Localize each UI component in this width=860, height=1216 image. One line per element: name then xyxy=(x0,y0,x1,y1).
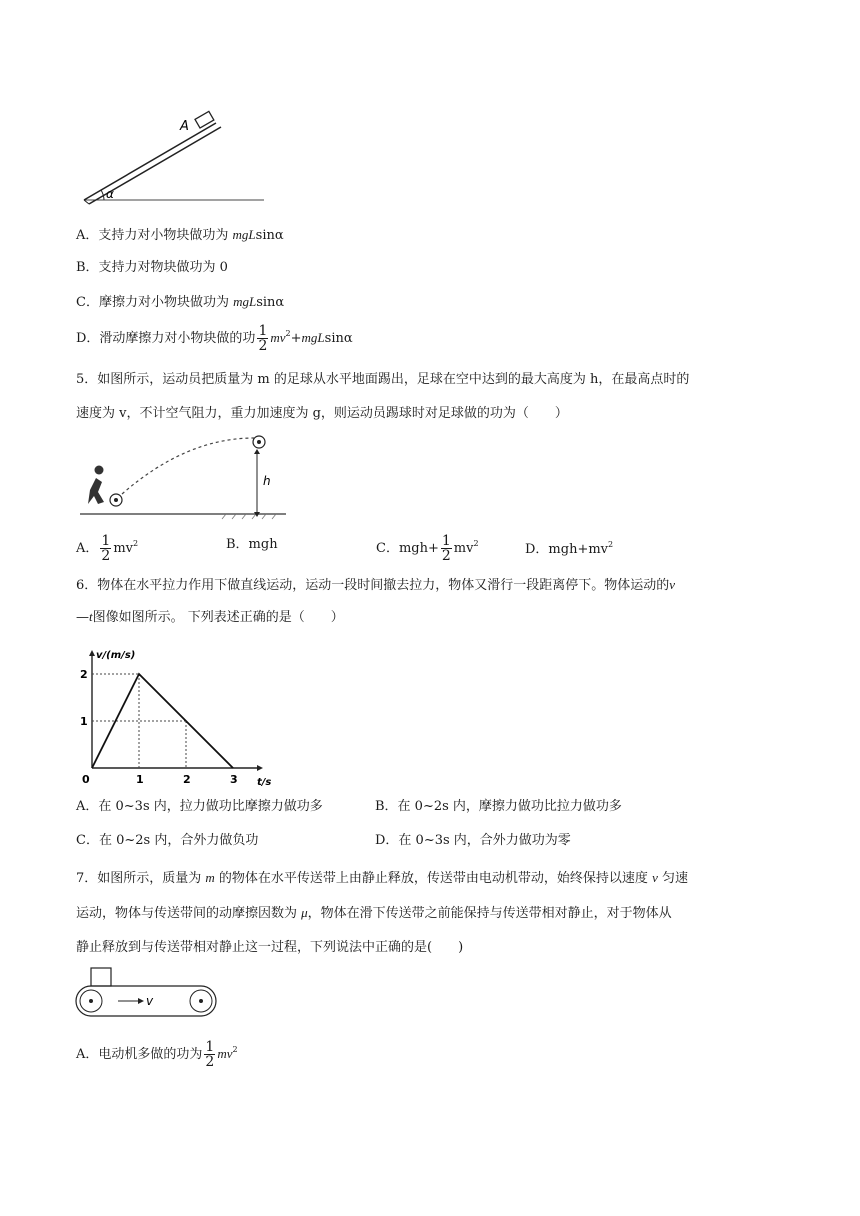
q6-option-b: B．在 0~2s 内，摩擦力做功比拉力做功多 xyxy=(375,799,622,814)
q5-stem-line-2: 速度为 v，不计空气阻力，重力加速度为 g，则运动员踢球时对足球做的功为（ ） xyxy=(76,406,568,421)
q6-stem-line-1: 6．物体在水平拉力作用下做直线运动，运动一段时间撤去拉力，物体又滑行一段距离停下。物体运动的v xyxy=(76,577,676,593)
y-tick-label: 2 xyxy=(80,668,88,681)
incline-label-angle: α xyxy=(106,187,114,201)
q4-option-d: D．滑动摩擦力对小物块做的功 $\frac{1}{2}$ $mv^2+mgLsin\alpha$ xyxy=(76,323,353,354)
fraction: $\frac{1}{2}$ xyxy=(258,323,268,354)
fraction: $\frac{1}{2}$ xyxy=(101,533,111,564)
y-tick-label: 1 xyxy=(80,715,88,728)
incline-label-block: A xyxy=(180,119,189,134)
x-tick-label: 0 xyxy=(82,773,90,786)
q6-option-a: A．在 0~3s 内，拉力做功比摩擦力做功多 xyxy=(76,799,323,814)
fraction: $\frac{1}{2}$ xyxy=(205,1039,215,1070)
q4-option-b: B．支持力对物块做功为 0 xyxy=(76,260,228,275)
incline-figure xyxy=(76,110,276,210)
q5-option-d: D．$mgh+mv^2$ xyxy=(525,540,614,557)
y-axis-label: v/(m/s) xyxy=(96,650,136,661)
x-tick-label: 1 xyxy=(136,773,144,786)
conveyor-belt-figure xyxy=(76,964,226,1024)
y-axis-arrow xyxy=(89,650,95,656)
q5-option-c: C．mgh+ $\frac{1}{2}$ $mv^2$ xyxy=(376,533,479,564)
x-tick-label: 3 xyxy=(230,773,238,786)
conveyor-label-v: v xyxy=(146,994,154,1008)
x-tick-label: 2 xyxy=(183,773,191,786)
x-axis-arrow xyxy=(257,765,263,771)
q6-option-d: D．在 0~3s 内，合外力做功为零 xyxy=(375,833,571,848)
q5-option-b: B．mgh xyxy=(226,537,278,552)
q6-option-c: C．在 0~2s 内，合外力做负功 xyxy=(76,833,259,848)
velocity-time-chart xyxy=(76,638,276,788)
q7-stem-line-3: 静止释放到与传送带相对静止这一过程，下列说法中正确的是( ) xyxy=(76,940,464,955)
x-axis-label: t/s xyxy=(257,777,272,788)
q6-stem-line-2: —t图像如图所示。 下列表述正确的是（ ） xyxy=(76,609,344,625)
soccer-kick-figure xyxy=(76,430,296,520)
fraction: $\frac{1}{2}$ xyxy=(441,533,451,564)
q4-option-c: C．摩擦力对小物块做功为 mgLsinα xyxy=(76,294,285,310)
q7-option-a: A．电动机多做的功为 $\frac{1}{2}$ $mv^2$ xyxy=(76,1039,238,1070)
kick-label-h: h xyxy=(263,474,271,488)
q7-stem-line-1: 7．如图所示，质量为 m 的物体在水平传送带上由静止释放，传送带由电动机带动，始终保持以速度 v 匀速 xyxy=(76,870,688,886)
q5-option-a: A． $\frac{1}{2}$ $mv^2$ xyxy=(76,533,139,564)
q4-option-a: A．支持力对小物块做功为 mgLsinα xyxy=(76,227,284,243)
q7-stem-line-2: 运动，物体与传送带间的动摩擦因数为 μ，物体在滑下传送带之前能保持与传送带相对静止，对于物体从 xyxy=(76,905,672,921)
q5-stem-line-1: 5．如图所示，运动员把质量为 m 的足球从水平地面踢出，足球在空中达到的最大高度为 h，在最高点时的 xyxy=(76,372,690,387)
